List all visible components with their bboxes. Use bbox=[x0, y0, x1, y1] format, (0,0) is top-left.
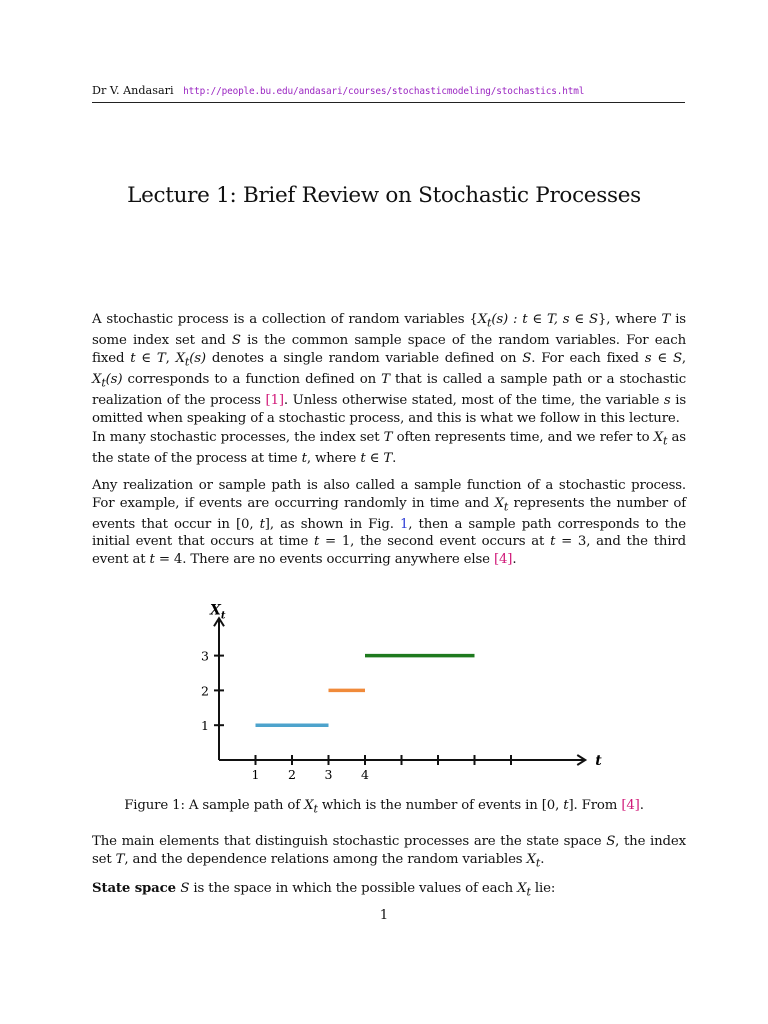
running-header bbox=[92, 84, 685, 103]
paragraph-sample-path: Any realization or sample path is also called a sample function of a stochastic process. For example, if events are occurring randomly in time and $X_t$ represents the number of events that occur in [0, t], as shown in Fig. 1, then a sample path corresponds to the initial event that occurs at time t = 1, the second event occurs at t = 3, and the third event at t = 4. There are no events occurring anywhere else [4]. bbox=[92, 478, 686, 568]
x-tick-label: 1 bbox=[251, 767, 260, 782]
page-number: 1 bbox=[379, 908, 389, 923]
citation-link[interactable]: [4] bbox=[621, 798, 640, 813]
citation-link[interactable]: [4] bbox=[493, 552, 513, 568]
x-tick-label: 2 bbox=[288, 767, 296, 782]
y-axis-label: $X_t$ bbox=[210, 602, 226, 622]
paragraph-index-set: In many stochastic processes, the index set T often represents time, and we refer to $X_t$ as the state of the process at time t, where t ∈ T. bbox=[92, 430, 686, 467]
paragraph-state-space: State space S is the space in which the possible values of each $X_t$ lie: bbox=[92, 881, 556, 899]
x-axis-label: t bbox=[595, 753, 602, 769]
figure-caption: Figure 1: A sample path of $X_t$ which is the number of events in [0, t]. From [4]. bbox=[124, 798, 644, 816]
x-tick-label: 3 bbox=[324, 767, 333, 782]
author-name: Dr V. Andasari bbox=[92, 84, 174, 97]
y-tick-label: 2 bbox=[201, 683, 209, 699]
paragraph-main-elements: The main elements that distinguish stochastic processes are the state space S, the index set T, and the dependence relations among the random variables $X_t$. bbox=[92, 834, 686, 870]
sample-path-figure bbox=[190, 584, 602, 784]
paragraph-definition: A stochastic process is a collection of random variables {$X_t(s)$ : t ∈ T, s ∈ S}, where T is some index set and S is the common sample space of the random variables. For each fixed t ∈ T, $X_t(s)$ denotes a single random variable defined on S. For each fixed s ∈ S, $X_t(s)$ corresponds to a function defined on T that is called a sample path or a stochastic realization of the process [1]. Unless otherwise stated, most of the time, the variable s is omitted when speaking of a stochastic process, and this is what we follow in this lecture. bbox=[92, 312, 687, 426]
x-tick-label: 4 bbox=[361, 767, 369, 782]
lecture-title: Lecture 1: Brief Review on Stochastic Processes bbox=[127, 183, 641, 208]
y-tick-label: 1 bbox=[201, 718, 209, 734]
course-url-link[interactable]: http://people.bu.edu/andasari/courses/stochasticmodeling/stochastics.html bbox=[183, 86, 585, 97]
citation-link[interactable]: [1] bbox=[265, 393, 284, 409]
figure-reference-link[interactable]: 1 bbox=[399, 516, 409, 532]
y-tick-label: 3 bbox=[201, 648, 209, 664]
